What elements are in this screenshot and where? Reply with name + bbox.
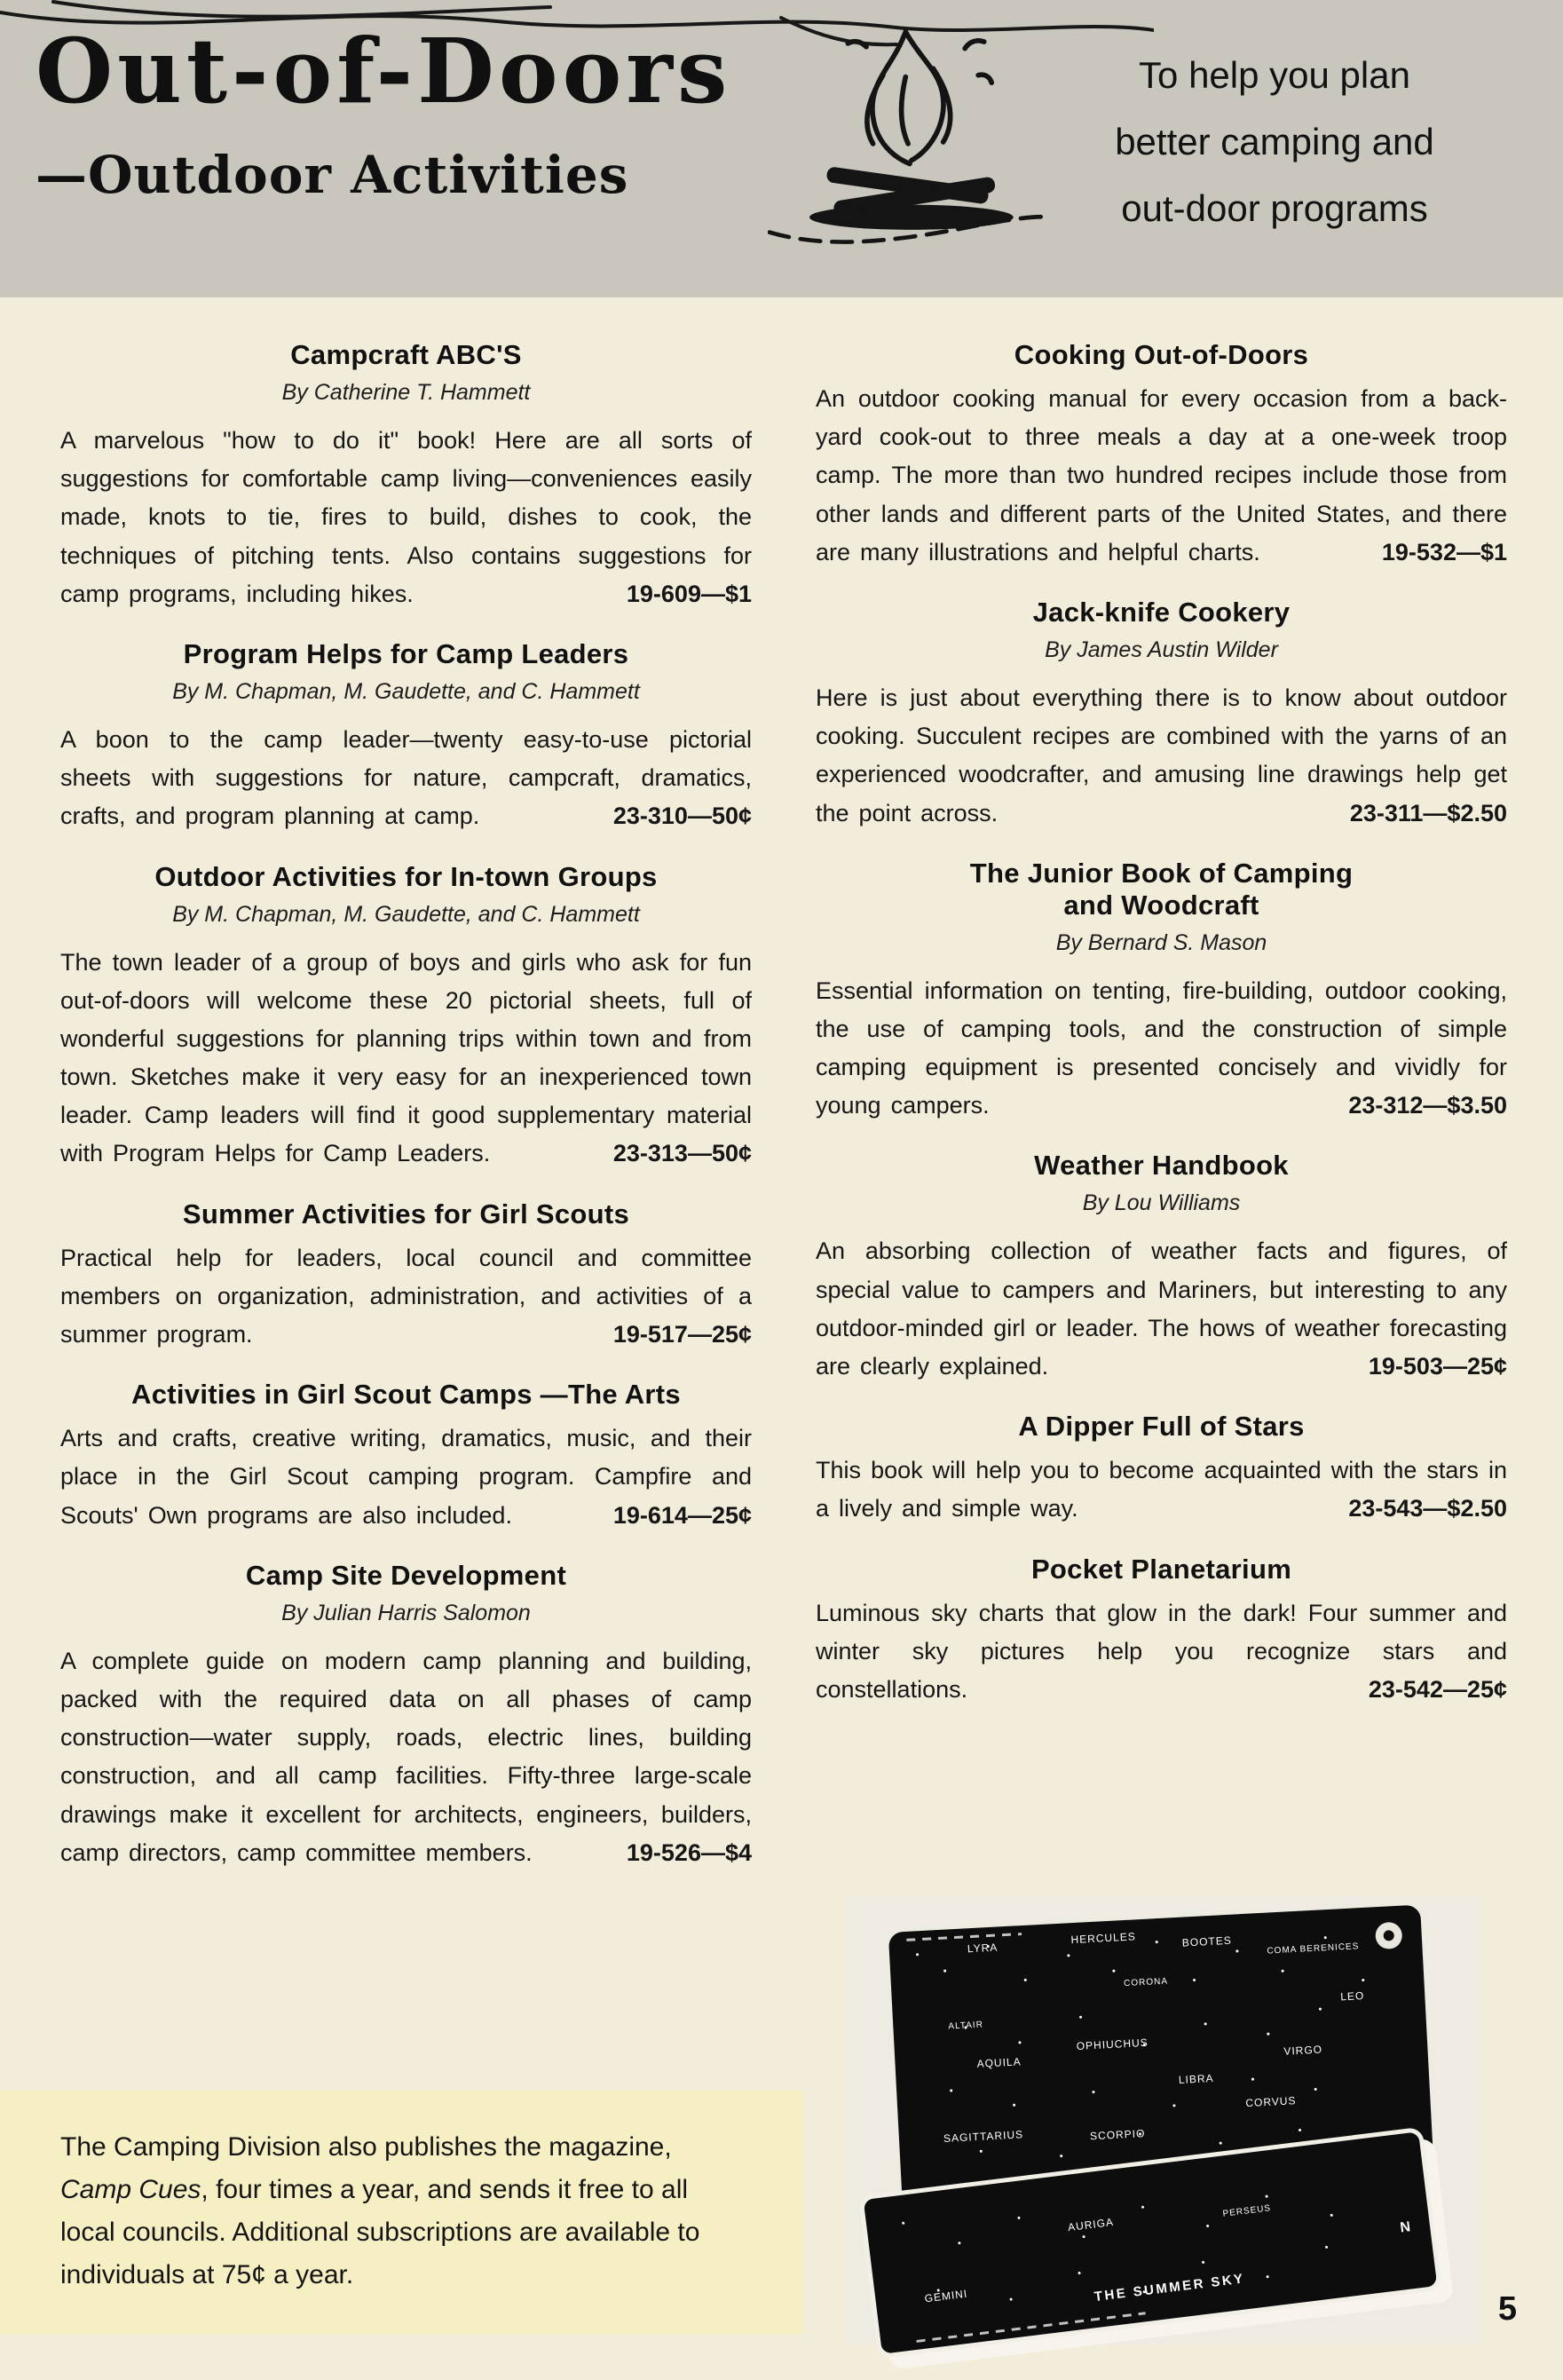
- catalog-entry: [60, 861, 752, 1174]
- page-subtitle: —Outdoor Activities: [36, 145, 629, 205]
- entry-description: [60, 422, 752, 613]
- constellation-label: VIRGO: [1283, 2043, 1323, 2058]
- right-column: [816, 327, 1507, 1885]
- catalog-entry: [816, 1150, 1507, 1386]
- entry-body-text: A marvelous "how to do it" book! Here are all sorts of suggestions for comfortable camp living—conveniences easily made, knots to tie, fires to build, dishes to cook, the techniques of pitching tents. Also contains suggestions for camp programs, including hikes.: [60, 427, 752, 607]
- entry-body-text: Arts and crafts, creative writing, dramatics, music, and their place in the Girl Scout camping program. Campfire and Scouts' Own programs are also included.: [60, 1425, 752, 1529]
- fine-print-row: [906, 1933, 1022, 1941]
- entry-byline: By Lou Williams: [1082, 1190, 1241, 1216]
- page-title: Out-of-Doors: [36, 19, 732, 123]
- constellation-label: LYRA: [967, 1941, 999, 1956]
- entry-title: [816, 1411, 1507, 1443]
- entry-title: [816, 597, 1507, 629]
- entry-title-text: Outdoor Activities for In-town Groups: [154, 860, 658, 892]
- tagline-line: better camping and: [1115, 120, 1434, 162]
- catalog-code: 19-503—25¢: [1368, 1353, 1507, 1380]
- entry-title: [60, 339, 752, 371]
- catalog-entry: [816, 339, 1507, 572]
- catalog-entry: [816, 597, 1507, 833]
- fine-print-row: [916, 2312, 1145, 2343]
- header-band: [0, 0, 1563, 297]
- constellation-label: SCORPIO: [1089, 2127, 1146, 2143]
- catalog-entry: [816, 1554, 1507, 1710]
- entry-title: [60, 861, 752, 893]
- note-text: , four times a year, and sends it free to all local councils. Additional subscriptions are available to individuals at 75¢ a year.: [60, 2175, 700, 2289]
- constellation-label: CORVUS: [1245, 2094, 1297, 2110]
- entry-description: [60, 944, 752, 1174]
- catalog-code: 19-526—$4: [626, 1838, 752, 1866]
- entry-title-text: Jack-knife Cookery: [1032, 596, 1291, 628]
- catalog-code: 19-609—$1: [626, 580, 752, 607]
- entry-description: [816, 1232, 1507, 1386]
- page-number: 5: [1497, 2290, 1517, 2328]
- star-dots: [888, 1933, 891, 1935]
- entry-title-text: Camp Site Development: [245, 1559, 567, 1591]
- entry-title-line2: and Woodcraft: [1063, 889, 1259, 921]
- catalog-code: 23-312—$3.50: [1348, 1092, 1507, 1119]
- catalog-code: 19-532—$1: [1381, 538, 1507, 565]
- content-columns: [60, 327, 1507, 1885]
- entry-title-text: The Junior Book of Camping: [969, 857, 1354, 889]
- entry-byline: By Bernard S. Mason: [1055, 929, 1267, 955]
- entry-description: [816, 679, 1507, 833]
- entry-title-text: Pocket Planetarium: [1030, 1553, 1292, 1585]
- constellation-label: BOOTES: [1181, 1933, 1233, 1949]
- entry-description: [816, 380, 1507, 572]
- entry-title-text: A Dipper Full of Stars: [1018, 1411, 1305, 1443]
- note-text: The Camping Division also publishes the magazine,: [60, 2132, 672, 2162]
- constellation-label: SAGITTARIUS: [943, 2128, 1024, 2145]
- catalog-entry: [60, 339, 752, 613]
- entry-title: [816, 1554, 1507, 1585]
- tagline-line: out-door programs: [1121, 186, 1428, 229]
- entry-body-text: Here is just about everything there is to know about outdoor cooking. Succulent recipes are combined with the yarns of an experienced woodcrafter, and amusing line drawings help get the point across.: [816, 684, 1507, 826]
- entry-description: [60, 1419, 752, 1535]
- constellation-label: COMA BERENICES: [1267, 1941, 1360, 1957]
- entry-body-text: A complete guide on modern camp planning and building, packed with the required data on all phases of camp construction—water supply, roads, electric lines, building construction, and all camp facilities. Fifty-three large-scale drawings make it excellent for architects, engineers, builders, camp directors, camp committee members.: [60, 1647, 752, 1866]
- masthead: [36, 19, 732, 205]
- entry-title: [60, 1560, 752, 1592]
- catalog-code: 23-313—50¢: [612, 1140, 752, 1167]
- entry-description: [60, 1642, 752, 1872]
- catalog-entry: [816, 858, 1507, 1126]
- catalog-entry: [60, 1198, 752, 1355]
- entry-title: [816, 339, 1507, 371]
- entry-description: [60, 721, 752, 836]
- entry-description: [816, 972, 1507, 1126]
- entry-byline: By James Austin Wilder: [1045, 637, 1278, 662]
- constellation-label: AQUILA: [976, 2055, 1022, 2070]
- entry-body-text: A boon to the camp leader—twenty easy-to-use pictorial sheets with suggestions for nature, campcraft, dramatics, crafts, and program planning at camp.: [60, 725, 752, 830]
- camping-division-note: [0, 2091, 803, 2334]
- entry-body-text: Luminous sky charts that glow in the dark! Four summer and winter sky pictures help you recognize stars and constellations.: [816, 1599, 1507, 1703]
- entry-title: [816, 1150, 1507, 1182]
- catalog-entry: [60, 638, 752, 836]
- constellation-label: GEMINI: [923, 2287, 968, 2305]
- entry-title-text: Summer Activities for Girl Scouts: [182, 1198, 630, 1230]
- catalog-code: 23-542—25¢: [1368, 1675, 1507, 1703]
- entry-description: [816, 1451, 1507, 1528]
- constellation-label: LIBRA: [1178, 2071, 1214, 2087]
- catalog-entry: [60, 1379, 752, 1535]
- catalog-entry: [60, 1560, 752, 1872]
- header-tagline: [1044, 43, 1505, 241]
- entry-byline: By M. Chapman, M. Gaudette, and C. Hammett: [172, 901, 640, 927]
- entry-description: [816, 1594, 1507, 1710]
- entry-title-text: Program Helps for Camp Leaders: [183, 637, 629, 669]
- entry-title-text: Campcraft ABC'S: [290, 339, 522, 370]
- left-column: [60, 327, 752, 1885]
- constellation-label: CORONA: [1123, 1976, 1169, 1989]
- entry-title: [60, 638, 752, 670]
- entry-byline: By Julian Harris Salomon: [281, 1600, 531, 1625]
- constellation-label: LEO: [1339, 1989, 1365, 2004]
- catalog-code: 23-310—50¢: [612, 803, 752, 830]
- entry-title: [60, 1198, 752, 1230]
- entry-title: [816, 858, 1507, 921]
- entry-description: [60, 1239, 752, 1355]
- grommet-hole: [1375, 1922, 1403, 1950]
- constellation-label: PERSEUS: [1222, 2203, 1272, 2219]
- chart-title: THE SUMMER SKY: [1093, 2271, 1246, 2305]
- star-dots: [864, 2200, 866, 2202]
- campfire-icon: [768, 9, 1052, 275]
- constellation-label: OPHIUCHUS: [1076, 2036, 1149, 2052]
- entry-title: [60, 1379, 752, 1411]
- entry-body-text: An absorbing collection of weather facts and figures, of special value to campers and Mariners, but interesting to any outdoor-minded girl or leader. The hows of weather forecasting are clearly explained.: [816, 1237, 1507, 1380]
- entry-body-text: Essential information on tenting, fire-building, outdoor cooking, the use of camping tools, and the construction of simple camping equipment is presented concisely and vividly for young campers.: [816, 977, 1507, 1119]
- magazine-name: Camp Cues: [60, 2175, 201, 2204]
- catalog-code: 23-311—$2.50: [1349, 799, 1507, 826]
- constellation-label: AURIGA: [1067, 2215, 1115, 2234]
- entry-title-text: Cooking Out-of-Doors: [1014, 339, 1309, 370]
- catalog-entry: [816, 1411, 1507, 1528]
- catalog-code: 19-614—25¢: [612, 1501, 752, 1529]
- tagline-line: To help you plan: [1139, 54, 1410, 96]
- catalog-code: 19-517—25¢: [612, 1321, 752, 1348]
- entry-byline: By M. Chapman, M. Gaudette, and C. Hammett: [172, 678, 640, 704]
- entry-body-text: This book will help you to become acquainted with the stars in a lively and simple way.: [816, 1457, 1507, 1522]
- entry-body-text: Practical help for leaders, local council and committee members on organization, administration, and activities of a summer program.: [60, 1244, 752, 1348]
- pocket-planetarium-photo: [847, 1896, 1479, 2344]
- constellation-label: HERCULES: [1070, 1930, 1137, 1947]
- entry-byline: By Catherine T. Hammett: [281, 380, 531, 405]
- entry-body-text: An outdoor cooking manual for every occasion from a back-yard cook-out to three meals a day at a one-week troop camp. The more than two hundred recipes include those from other lands and different parts of the United States, and there are many illustrations and helpful charts.: [816, 385, 1507, 565]
- north-marker: N: [1399, 2219, 1412, 2236]
- entry-title-text: Activities in Girl Scout Camps —The Arts: [131, 1379, 681, 1411]
- constellation-label: ALTAIR: [948, 2020, 984, 2032]
- entry-body-text: The town leader of a group of boys and girls who ask for fun out-of-doors will welcome these 20 pictorial sheets, full of wonderful suggestions for planning trips within town and from town. Sketches make it very easy for an inexperienced town leader. Camp leaders will find it good supplementary material with Program Helps for Camp Leaders.: [60, 948, 752, 1167]
- catalog-code: 23-543—$2.50: [1348, 1495, 1507, 1522]
- entry-title-text: Weather Handbook: [1034, 1150, 1289, 1182]
